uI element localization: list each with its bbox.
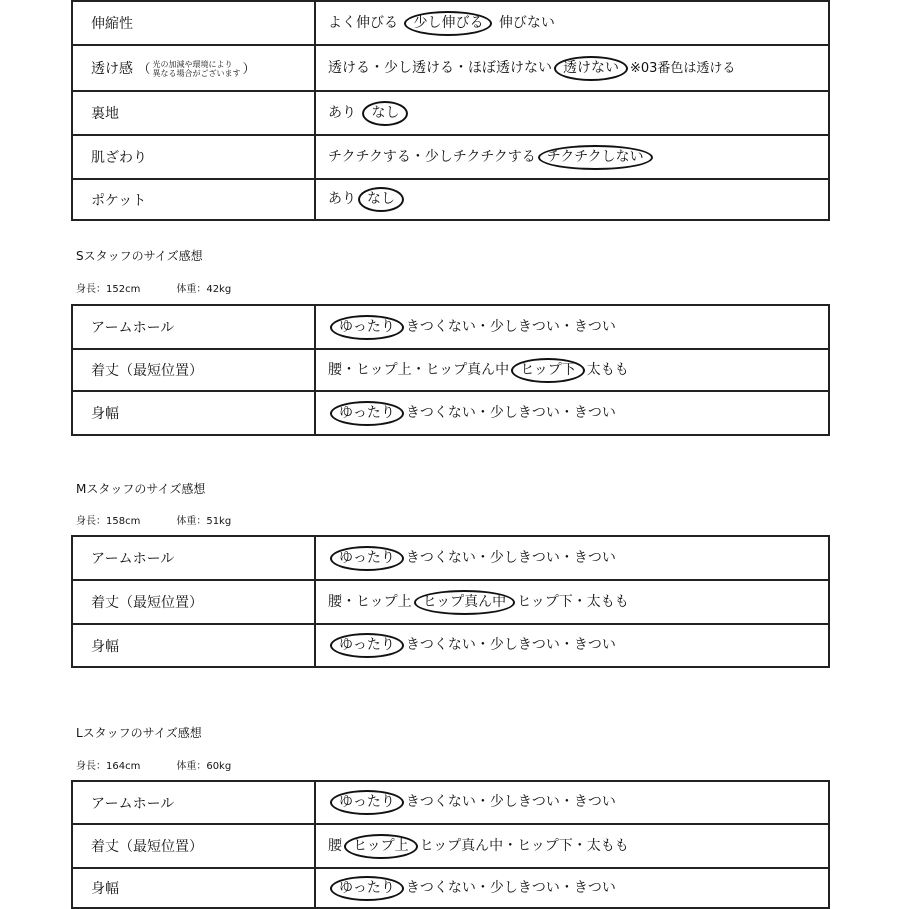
row-label: 身幅 [72,391,315,435]
option-cell: 腰 ヒップ上 ヒップ真ん中・ヒップ下・太もも [315,824,829,868]
option: きつい [573,879,616,896]
option: ヒップ上 [356,361,412,378]
option-cell [315,1,829,45]
size-table-m [71,535,830,668]
option-cell [315,91,829,135]
option: 腰 [328,593,342,610]
table-row [72,179,829,220]
option: 少しきつい [489,404,560,421]
option-circled: ゆったり [330,315,404,340]
option-cell: 腰・ヒップ上 ヒップ真ん中 ヒップ下・太もも [315,580,829,624]
row-label: 肌ざわり [72,135,315,179]
option-cell: チクチクする・少しチクチクする チクチクしない [315,135,829,179]
size-table-l [71,780,830,909]
staff-weight: 体重：60kg [176,761,232,772]
label-note-close: ） [242,62,256,77]
option-circled: ヒップ下 [511,358,585,383]
row-label: アームホール [72,305,315,349]
table-row [72,91,829,135]
staff-measurements [76,757,231,772]
option: ヒップ真ん中 [419,837,504,854]
table-row [72,1,829,45]
option-circled: ゆったり [330,401,404,426]
option: ヒップ真ん中 [425,361,510,378]
option-cell: ゆったり きつくない・少しきつい・きつい [315,868,829,908]
table-row [72,580,829,624]
option: 少し透ける [384,59,454,76]
option: 透ける [328,59,370,76]
label-note-line: 光の加減や環境により [152,60,233,69]
fabric-properties-table [71,0,830,221]
row-label: 身幅 [72,868,315,908]
label-note [152,60,240,78]
option: あり [328,191,356,207]
option: 少しきつい [489,794,560,810]
staff-height: 身長：158cm [76,516,141,527]
row-label: 着丈（最短位置） [72,824,315,868]
option-circled: ゆったり [330,876,404,901]
option: 少しきつい [489,879,560,896]
row-label: 着丈（最短位置） [72,580,315,624]
option-cell: ゆったり きつくない・少しきつい・きつい [315,781,829,824]
row-label: 身幅 [72,624,315,667]
color-note: ※03番色は透ける [630,60,736,76]
table-row [72,624,829,667]
staff-measurements [76,280,231,295]
table-row [72,536,829,580]
table-row [72,781,829,824]
option-cell: ゆったり きつくない・少しきつい・きつい [315,624,829,667]
row-label: 裏地 [72,91,315,135]
option-circled: ヒップ真ん中 [414,590,516,615]
option-cell: ゆったり きつくない・少しきつい・きつい [315,536,829,580]
label-note-open: （ [137,62,151,77]
staff-weight: 体重：42kg [176,284,232,295]
row-label: 伸縮性 [72,1,315,45]
option: きつい [573,549,616,566]
row-label: ポケット [72,179,315,220]
option: きつい [573,794,616,810]
option: 少しきつい [489,637,560,653]
section-title-m: Mスタッフのサイズ感想 [76,482,206,496]
option: よく伸びる [328,14,398,31]
option: ヒップ上 [356,593,412,610]
table-row [72,135,829,179]
option: チクチクする [328,148,411,165]
row-label: 透け感 [91,61,133,77]
option: 伸びない [498,14,555,31]
option: ヒップ下 [517,837,573,854]
option: きつい [573,318,616,335]
staff-weight: 体重：51kg [176,516,232,527]
option-circled: 透けない [554,56,628,81]
option: きつくない [405,794,476,810]
option: きつい [573,404,616,421]
option: 太もも [586,361,629,378]
label-note-line: 異なる場合がございます [152,69,241,78]
option-circled: チクチクしない [538,145,653,170]
option: 腰 [328,837,342,854]
option: 腰 [328,361,342,378]
option-circled: なし [362,101,408,126]
row-label-cell [72,45,315,91]
section-title-l: Lスタッフのサイズ感想 [76,726,202,740]
table-row [72,305,829,349]
option: きつくない [405,318,476,335]
row-label: 着丈（最短位置） [72,349,315,391]
option: きつくない [405,879,476,896]
option: ヒップ下 [517,593,573,610]
option: 少しきつい [489,549,560,566]
table-row [72,349,829,391]
option-circled: ゆったり [330,790,404,815]
option: ほぼ透けない [468,59,552,76]
option: 太もも [586,837,629,854]
option-cell: ゆったり きつくない・少しきつい・きつい [315,305,829,349]
staff-height: 身長：164cm [76,761,141,772]
option: 少しきつい [489,318,560,335]
option-circled: なし [358,187,404,212]
table-row [72,824,829,868]
option-cell [315,179,829,220]
option: きつくない [405,549,476,566]
section-title-s: Sスタッフのサイズ感想 [76,249,203,263]
option-cell: 腰・ヒップ上・ヒップ真ん中 ヒップ下 太もも [315,349,829,391]
option: 太もも [586,593,629,610]
size-table-s [71,304,830,436]
option-cell: ゆったり きつくない・少しきつい・きつい [315,391,829,435]
option-circled: ヒップ上 [344,834,418,859]
option-circled: 少し伸びる [404,11,492,36]
row-label: アームホール [72,781,315,824]
option: きつくない [405,404,476,421]
option: 少しチクチクする [424,148,536,165]
option: きつい [573,637,616,653]
table-row [72,868,829,908]
table-row [72,391,829,435]
row-label: アームホール [72,536,315,580]
option-cell: 透ける・少し透ける・ほぼ透けない 透けない ※03番色は透ける [315,45,829,91]
option: きつくない [405,637,476,653]
option: あり [328,104,356,121]
option-circled: ゆったり [330,633,404,658]
option-circled: ゆったり [330,546,404,571]
staff-measurements [76,512,231,527]
table-row [72,45,829,91]
staff-height: 身長：152cm [76,284,141,295]
